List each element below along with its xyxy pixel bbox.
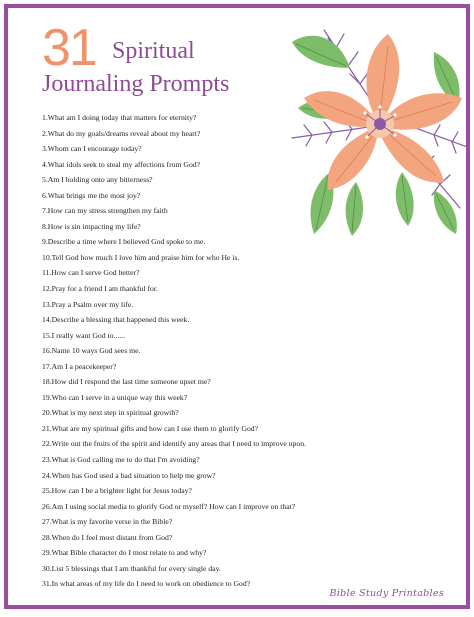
prompt-number: 23.: [42, 455, 52, 465]
prompt-number: 7.: [42, 206, 48, 216]
title-journaling-prompts: Journaling Prompts: [42, 71, 230, 97]
prompt-number: 29.: [42, 548, 52, 558]
prompt-number: 21.: [42, 423, 52, 433]
prompt-item: [42, 281, 306, 297]
prompt-item: [42, 126, 306, 142]
prompt-item: [42, 499, 306, 515]
prompt-number: 28.: [42, 532, 52, 542]
prompt-number: 8.: [42, 221, 48, 231]
prompt-number: 18.: [42, 377, 52, 387]
prompt-item: [42, 483, 306, 499]
prompt-item: [42, 312, 306, 328]
prompt-number: 2.: [42, 128, 48, 138]
prompt-number: 6.: [42, 190, 48, 200]
prompt-item: [42, 545, 306, 561]
prompt-number: 16.: [42, 346, 52, 356]
prompt-number: 10.: [42, 252, 52, 262]
prompt-text: In what areas of my life do I need to work on obedience to God?: [51, 579, 251, 589]
prompt-item: [42, 405, 306, 421]
prompt-text: Who can I serve in a unique way this week?: [51, 392, 188, 402]
prompt-text: What idols seek to steal my affections from God?: [47, 159, 201, 169]
prompt-text: Describe a blessing that happened this week.: [51, 315, 190, 325]
prompt-item: [42, 328, 306, 344]
prompt-item: [42, 297, 306, 313]
prompt-text: What is God calling me to do that I'm avoiding?: [51, 455, 200, 465]
prompt-item: [42, 436, 306, 452]
prompt-list: [42, 110, 306, 592]
prompt-number: 26.: [42, 501, 52, 511]
prompt-text: How is sin impacting my life?: [47, 221, 141, 231]
prompt-text: When has God used a bad situation to help me grow?: [51, 470, 216, 480]
prompt-item: [42, 390, 306, 406]
prompt-item: [42, 157, 306, 173]
prompt-item: [42, 188, 306, 204]
prompt-text: How did I respond the last time someone upset me?: [51, 377, 211, 387]
prompt-number: 20.: [42, 408, 52, 418]
prompt-text: What are my spiritual gifts and how can I use them to glorify God?: [51, 423, 259, 433]
prompt-text: What Bible character do I most relate to and why?: [51, 548, 207, 558]
prompt-number: 15.: [42, 330, 52, 340]
prompt-text: How can I serve God better?: [51, 268, 140, 278]
prompt-item: [42, 219, 306, 235]
prompt-item: [42, 421, 306, 437]
prompt-number: 3.: [42, 144, 48, 154]
flower-illustration-icon: [284, 22, 470, 254]
prompt-item: [42, 265, 306, 281]
prompt-item: [42, 172, 306, 188]
prompt-number: 27.: [42, 517, 52, 527]
prompt-number: 17.: [42, 361, 52, 371]
prompt-text: Pray a Psalm over my life.: [51, 299, 134, 309]
prompt-number: 22.: [42, 439, 52, 449]
prompt-number: 14.: [42, 315, 52, 325]
prompt-text: Am I holding onto any bitterness?: [47, 175, 153, 185]
prompt-text: List 5 blessings that I am thankful for every single day.: [51, 563, 221, 573]
prompt-item: [42, 250, 306, 266]
prompt-item: [42, 374, 306, 390]
prompt-item: [42, 110, 306, 126]
prompt-number: 1.: [42, 113, 48, 122]
prompt-item: [42, 234, 306, 250]
prompt-text: What do my goals/dreams reveal about my heart?: [47, 128, 201, 138]
prompt-number: 5.: [42, 175, 48, 185]
prompt-number: 12.: [42, 284, 52, 294]
prompt-number: 25.: [42, 486, 52, 496]
prompt-text: What am I doing today that matters for eternity?: [47, 113, 197, 122]
prompt-number: 24.: [42, 470, 52, 480]
prompt-item: [42, 359, 306, 375]
prompt-item: [42, 514, 306, 530]
prompt-number: 13.: [42, 299, 52, 309]
prompt-number: 4.: [42, 159, 48, 169]
prompt-text: What is my next step in spiritual growth?: [51, 408, 179, 418]
prompt-item: [42, 141, 306, 157]
prompt-text: Write out the fruits of the spirit and identify any areas that I need to improve upon.: [51, 439, 306, 449]
prompt-text: Tell God how much I love him and praise him for who He is.: [51, 252, 240, 262]
prompt-item: [42, 530, 306, 546]
worksheet-page: [4, 4, 470, 609]
prompt-item: [42, 452, 306, 468]
prompt-number: 11.: [42, 268, 52, 278]
prompt-number: 30.: [42, 563, 52, 573]
prompt-number: 31.: [42, 579, 52, 589]
prompt-item: [42, 561, 306, 577]
prompt-text: Name 10 ways God sees me.: [51, 346, 141, 356]
prompt-text: How can my stress strengthen my faith: [47, 206, 168, 216]
prompt-text: Am I using social media to glorify God or myself? How can I improve on that?: [51, 501, 296, 511]
prompt-number: 19.: [42, 392, 52, 402]
prompt-text: How can I be a brighter light for Jesus today?: [51, 486, 192, 496]
prompt-text: When do I feel most distant from God?: [51, 532, 173, 542]
title-number: 31: [42, 19, 96, 77]
prompt-text: I really want God to......: [51, 330, 126, 340]
prompt-item: [42, 203, 306, 219]
title-spiritual: Spiritual: [112, 38, 195, 64]
prompt-text: What is my favorite verse in the Bible?: [51, 517, 173, 527]
prompt-item: [42, 468, 306, 484]
prompt-text: Pray for a friend I am thankful for.: [51, 284, 158, 294]
prompt-text: Am I a peacekeeper?: [51, 361, 117, 371]
brand-watermark: Bible Study Printables: [329, 588, 444, 599]
prompt-item: [42, 343, 306, 359]
prompt-text: Describe a time where I believed God spoke to me.: [47, 237, 206, 247]
prompt-number: 9.: [42, 237, 48, 247]
prompt-text: What brings me the most joy?: [47, 190, 141, 200]
prompt-text: Whom can I encourage today?: [47, 144, 142, 154]
prompt-item: [42, 576, 306, 592]
